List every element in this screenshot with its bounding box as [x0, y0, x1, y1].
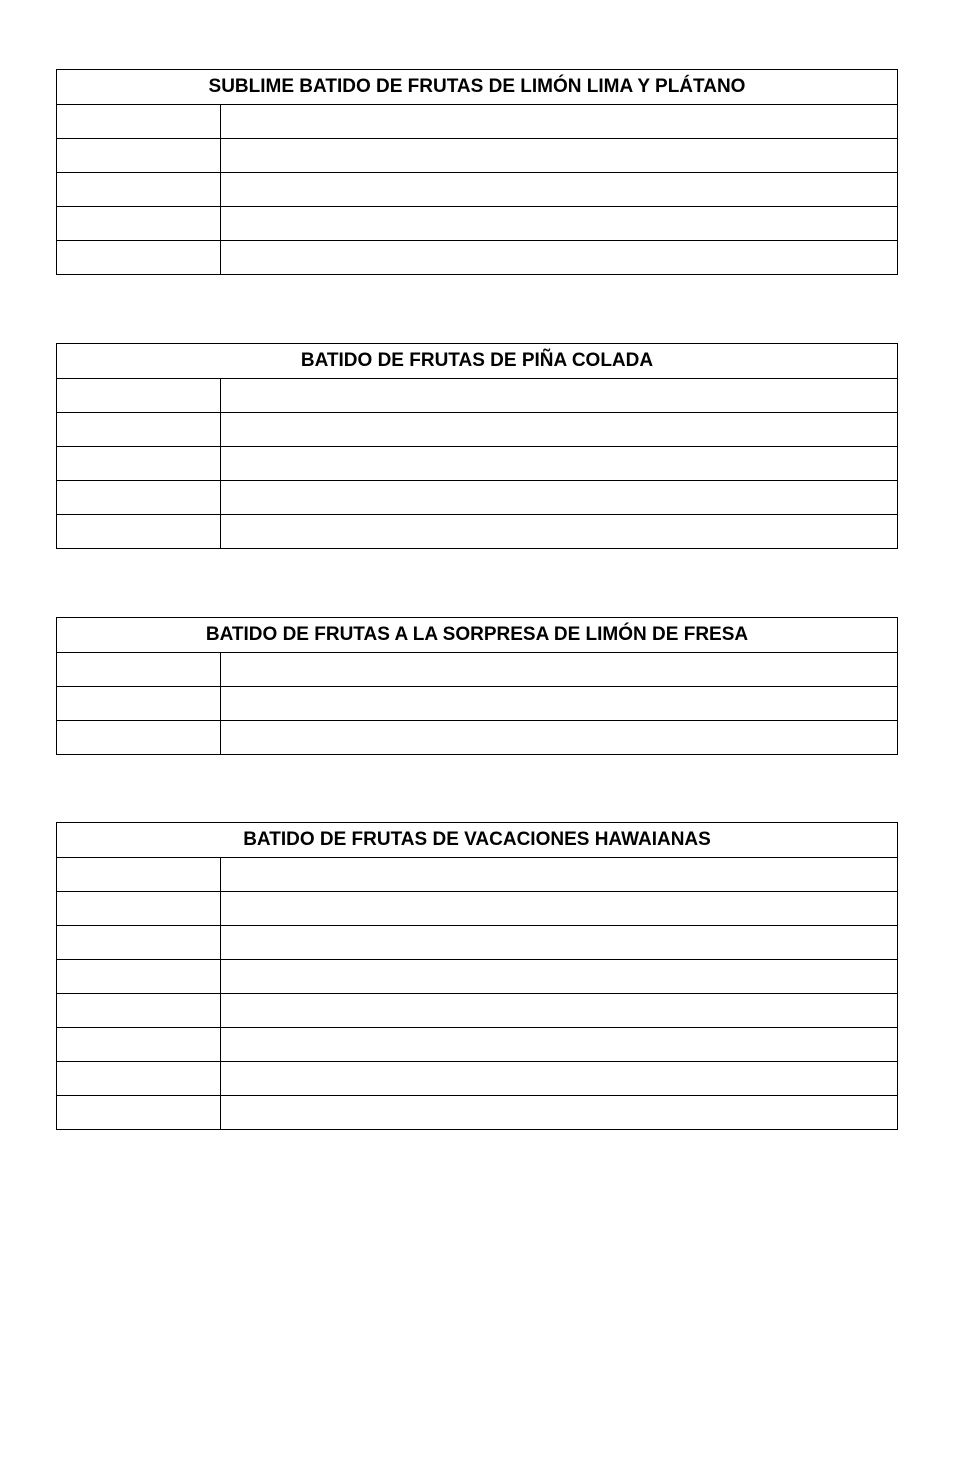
table-cell-left — [57, 926, 221, 960]
table-cell-left — [57, 653, 221, 687]
table-cell-left — [57, 892, 221, 926]
table-row — [57, 105, 898, 139]
table-cell-right — [221, 721, 898, 755]
table-row — [57, 892, 898, 926]
table-row — [57, 721, 898, 755]
table-cell-right — [221, 241, 898, 275]
table-cell-left — [57, 481, 221, 515]
table-cell-right — [221, 139, 898, 173]
table-cell-right — [221, 653, 898, 687]
table-header-row — [57, 823, 898, 858]
table-body — [57, 379, 898, 549]
table-row — [57, 207, 898, 241]
table-cell-left — [57, 687, 221, 721]
table-title: BATIDO DE FRUTAS DE VACACIONES HAWAIANAS — [57, 823, 898, 858]
table-cell-right — [221, 1028, 898, 1062]
table-title: BATIDO DE FRUTAS A LA SORPRESA DE LIMÓN DE FRESA — [57, 618, 898, 653]
table-row — [57, 413, 898, 447]
table-cell-left — [57, 994, 221, 1028]
table-row — [57, 858, 898, 892]
table-title: SUBLIME BATIDO DE FRUTAS DE LIMÓN LIMA Y PLÁTANO — [57, 70, 898, 105]
table-cell-right — [221, 960, 898, 994]
table-row — [57, 139, 898, 173]
table-cell-left — [57, 105, 221, 139]
table-row — [57, 241, 898, 275]
recipe-table-3 — [56, 617, 898, 755]
table-header-row — [57, 70, 898, 105]
table-cell-right — [221, 173, 898, 207]
table-cell-left — [57, 960, 221, 994]
table-body — [57, 653, 898, 755]
recipe-table-4 — [56, 822, 898, 1130]
table-cell-right — [221, 892, 898, 926]
table-cell-left — [57, 139, 221, 173]
table-row — [57, 379, 898, 413]
table-cell-left — [57, 447, 221, 481]
table-cell-right — [221, 1062, 898, 1096]
table-cell-left — [57, 1096, 221, 1130]
table-cell-right — [221, 413, 898, 447]
table-row — [57, 926, 898, 960]
table-row — [57, 1062, 898, 1096]
table-cell-right — [221, 687, 898, 721]
table-row — [57, 960, 898, 994]
table-cell-right — [221, 105, 898, 139]
table-row — [57, 447, 898, 481]
table-cell-right — [221, 515, 898, 549]
recipe-table-1 — [56, 69, 898, 275]
table-cell-left — [57, 721, 221, 755]
table-cell-left — [57, 173, 221, 207]
table-row — [57, 653, 898, 687]
table-cell-left — [57, 413, 221, 447]
table-cell-left — [57, 1028, 221, 1062]
table-body — [57, 105, 898, 275]
table-cell-left — [57, 379, 221, 413]
table-cell-right — [221, 379, 898, 413]
table-title: BATIDO DE FRUTAS DE PIÑA COLADA — [57, 344, 898, 379]
table-row — [57, 515, 898, 549]
recipe-table-2 — [56, 343, 898, 549]
table-row — [57, 481, 898, 515]
table-row — [57, 1096, 898, 1130]
table-cell-right — [221, 858, 898, 892]
table-header-row — [57, 618, 898, 653]
table-cell-left — [57, 515, 221, 549]
table-cell-right — [221, 1096, 898, 1130]
table-row — [57, 994, 898, 1028]
table-cell-left — [57, 858, 221, 892]
table-cell-left — [57, 1062, 221, 1096]
table-cell-right — [221, 207, 898, 241]
table-cell-left — [57, 241, 221, 275]
table-cell-right — [221, 447, 898, 481]
table-header-row — [57, 344, 898, 379]
table-cell-right — [221, 994, 898, 1028]
table-body — [57, 858, 898, 1130]
table-cell-right — [221, 926, 898, 960]
table-row — [57, 173, 898, 207]
table-cell-left — [57, 207, 221, 241]
table-row — [57, 1028, 898, 1062]
table-cell-right — [221, 481, 898, 515]
table-row — [57, 687, 898, 721]
